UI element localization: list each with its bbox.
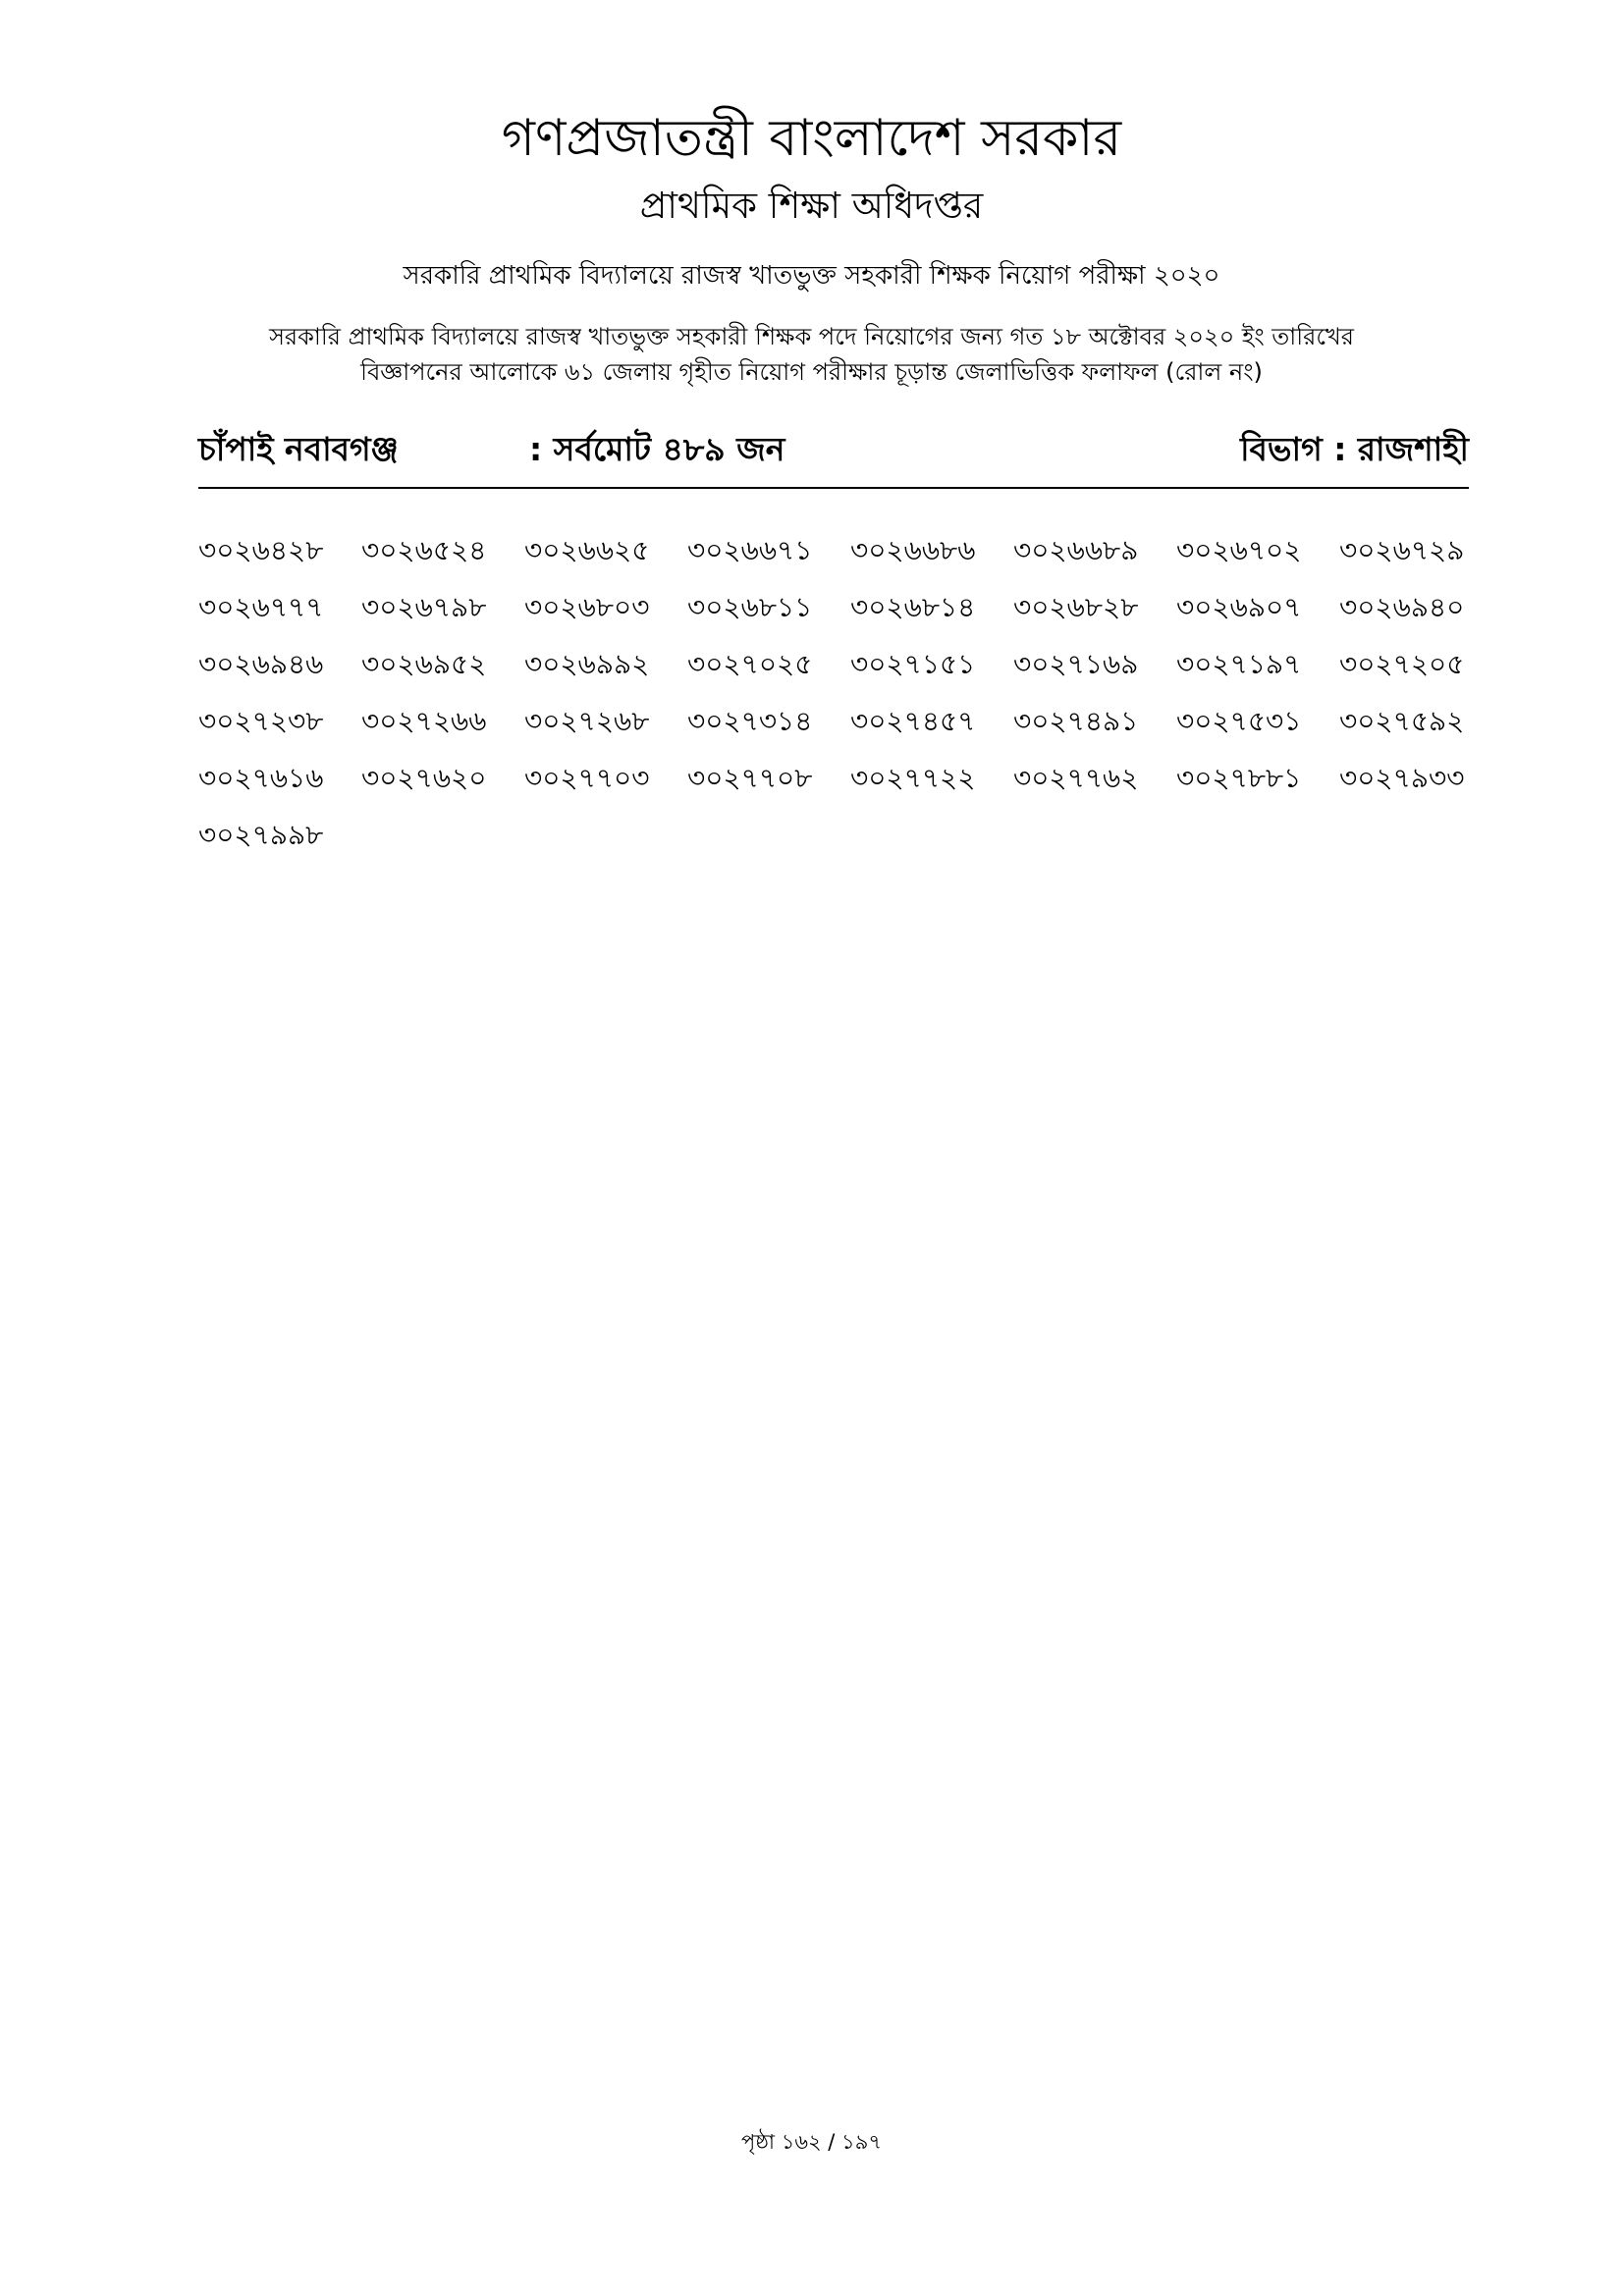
roll-number: ৩০২৭৭৬২	[1013, 762, 1139, 794]
roll-number: ৩০২৬৯৪৬	[198, 648, 324, 680]
roll-number: ৩০২৬৯৯২	[524, 648, 650, 680]
roll-number: ৩০২৬৯৪০	[1339, 591, 1465, 623]
roll-number: ৩০২৬৫২৪	[361, 534, 487, 566]
page-number: পৃষ্ঠা ১৬২ / ১৯৭	[741, 2130, 882, 2154]
roll-number: ৩০২৭৬১৬	[198, 762, 324, 794]
division-name: বিভাগ : রাজশাহী	[1240, 430, 1469, 468]
roll-number: ৩০২৬৬২৫	[524, 534, 650, 566]
district-name: চাঁপাই নবাবগঞ্জ	[198, 430, 399, 468]
roll-number: ৩০২৭৪৯১	[1013, 705, 1139, 737]
district-header	[198, 420, 1469, 479]
district-total: : সর্বমোট ৪৮৯ জন	[529, 430, 785, 468]
roll-number: ৩০২৭৭০৮	[687, 762, 813, 794]
notice-line-2: বিজ্ঞাপনের আলোকে ৬১ জেলায় গৃহীত নিয়োগ পরীক্ষার চূড়ান্ত জেলাভিত্তিক ফলাফল (রোল নং)	[360, 358, 1263, 386]
roll-number: ৩০২৭৯৩৩	[1339, 762, 1465, 794]
roll-number: ৩০২৭২৬৮	[524, 705, 650, 737]
roll-number: ৩০২৭৭০৩	[524, 762, 650, 794]
roll-number: ৩০২৬৮২৮	[1013, 591, 1139, 623]
roll-number: ৩০২৬৭৭৭	[198, 591, 324, 623]
roll-number: ৩০২৭২০৫	[1339, 648, 1465, 680]
roll-number: ৩০২৬৮১১	[687, 591, 813, 623]
roll-number: ৩০২৬৬৮৬	[850, 534, 976, 566]
roll-number: ৩০২৭১৯৭	[1176, 648, 1302, 680]
roll-number: ৩০২৬৪২৮	[198, 534, 324, 566]
roll-number: ৩০২৬৬৮৯	[1013, 534, 1139, 566]
roll-number: ৩০২৬৮০৩	[524, 591, 650, 623]
exam-title: সরকারি প্রাথমিক বিদ্যালয়ে রাজস্ব খাতভুক্ত সহকারী শিক্ষক নিয়োগ পরীক্ষা ২০২০	[403, 261, 1220, 291]
notice-line-1: সরকারি প্রাথমিক বিদ্যালয়ে রাজস্ব খাতভুক্ত সহকারী শিক্ষক পদে নিয়োগের জন্য গত ১৮ অক্টোবর ২০২০ ইং তারিখের	[269, 323, 1354, 350]
roll-number: ৩০২৬৯০৭	[1176, 591, 1302, 623]
roll-number: ৩০২৬৬৭১	[687, 534, 813, 566]
roll-number: ৩০২৭৩১৪	[687, 705, 813, 737]
roll-number: ৩০২৭০২৫	[687, 648, 813, 680]
roll-number: ৩০২৭৯৯৮	[198, 819, 324, 851]
roll-number-list	[198, 522, 1485, 864]
roll-number: ৩০২৭৭২২	[850, 762, 976, 794]
roll-number: ৩০২৭৮৮১	[1176, 762, 1302, 794]
roll-number: ৩০২৬৭৯৮	[361, 591, 487, 623]
roll-number: ৩০২৭৫৩১	[1176, 705, 1302, 737]
header-divider	[198, 487, 1469, 489]
roll-number: ৩০২৭২৩৮	[198, 705, 324, 737]
roll-number: ৩০২৬৮১৪	[850, 591, 976, 623]
roll-number: ৩০২৬৭২৯	[1339, 534, 1465, 566]
roll-number: ৩০২৭৪৫৭	[850, 705, 976, 737]
roll-number: ৩০২৬৭০২	[1176, 534, 1302, 566]
government-title: গণপ্রজাতন্ত্রী বাংলাদেশ সরকার	[501, 109, 1122, 168]
roll-number: ৩০২৭১৫১	[850, 648, 976, 680]
department-title: প্রাথমিক শিক্ষা অধিদপ্তর	[639, 185, 984, 227]
roll-number: ৩০২৭১৬৯	[1013, 648, 1139, 680]
roll-number: ৩০২৭৫৯২	[1339, 705, 1465, 737]
roll-number: ৩০২৭৬২০	[361, 762, 487, 794]
roll-number: ৩০২৭২৬৬	[361, 705, 487, 737]
roll-number: ৩০২৬৯৫২	[361, 648, 487, 680]
